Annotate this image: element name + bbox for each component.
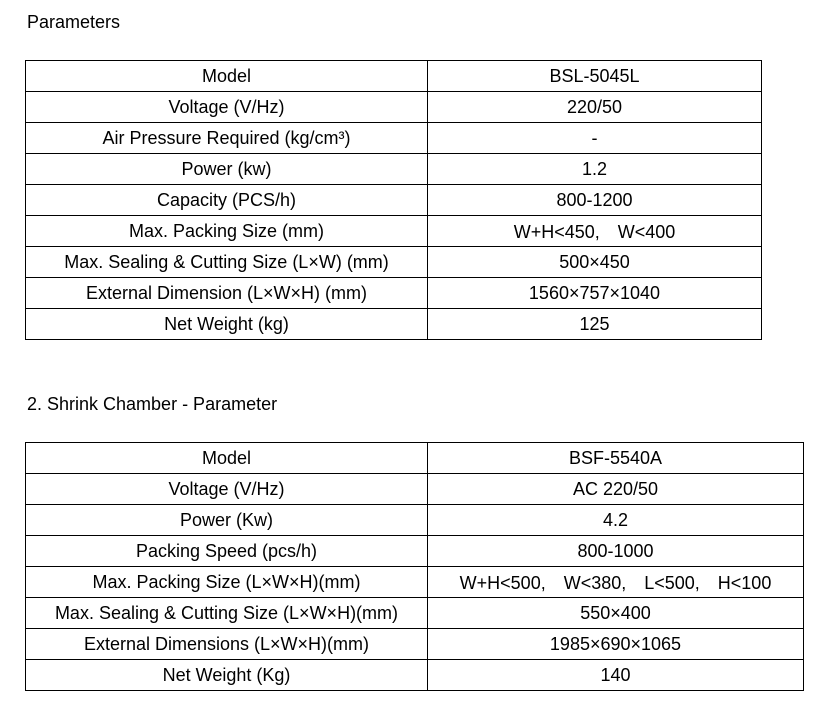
param-label: Model bbox=[26, 443, 428, 474]
param-value: 800-1200 bbox=[428, 185, 762, 216]
param-value: 1560×757×1040 bbox=[428, 278, 762, 309]
param-value: 500×450 bbox=[428, 247, 762, 278]
param-value: 125 bbox=[428, 309, 762, 340]
table-row bbox=[26, 629, 804, 660]
shrink-chamber-table bbox=[25, 442, 804, 691]
table-row bbox=[26, 536, 804, 567]
param-label: Capacity (PCS/h) bbox=[26, 185, 428, 216]
param-label: Power (Kw) bbox=[26, 505, 428, 536]
param-label: Max. Sealing & Cutting Size (L×W) (mm) bbox=[26, 247, 428, 278]
param-label: Packing Speed (pcs/h) bbox=[26, 536, 428, 567]
table-row bbox=[26, 92, 762, 123]
table-row bbox=[26, 598, 804, 629]
section-title-parameters: Parameters bbox=[27, 12, 121, 32]
param-value: 550×400 bbox=[428, 598, 804, 629]
param-label: Net Weight (kg) bbox=[26, 309, 428, 340]
param-label: Net Weight (Kg) bbox=[26, 660, 428, 691]
parameters-table bbox=[25, 60, 762, 340]
param-value: W+H<450, W<400 bbox=[428, 216, 762, 247]
param-value: 4.2 bbox=[428, 505, 804, 536]
table-row bbox=[26, 278, 762, 309]
param-label: Max. Packing Size (mm) bbox=[26, 216, 428, 247]
param-label: Air Pressure Required (kg/cm³) bbox=[26, 123, 428, 154]
param-value: AC 220/50 bbox=[428, 474, 804, 505]
param-value: 1985×690×1065 bbox=[428, 629, 804, 660]
param-value: BSL-5045L bbox=[428, 61, 762, 92]
table-row bbox=[26, 660, 804, 691]
param-value: - bbox=[428, 123, 762, 154]
table-row bbox=[26, 154, 762, 185]
param-label: Voltage (V/Hz) bbox=[26, 92, 428, 123]
section-title-shrink-chamber: 2. Shrink Chamber - Parameter bbox=[27, 394, 278, 414]
param-label: External Dimension (L×W×H) (mm) bbox=[26, 278, 428, 309]
param-label: Max. Packing Size (L×W×H)(mm) bbox=[26, 567, 428, 598]
table-row bbox=[26, 443, 804, 474]
param-value: W+H<500, W<380, L<500, H<100 bbox=[428, 567, 804, 598]
param-value: 220/50 bbox=[428, 92, 762, 123]
param-label: Max. Sealing & Cutting Size (L×W×H)(mm) bbox=[26, 598, 428, 629]
param-value: 140 bbox=[428, 660, 804, 691]
param-value: BSF-5540A bbox=[428, 443, 804, 474]
param-label: External Dimensions (L×W×H)(mm) bbox=[26, 629, 428, 660]
table-row bbox=[26, 185, 762, 216]
table-row bbox=[26, 309, 762, 340]
table-row bbox=[26, 247, 762, 278]
table-row bbox=[26, 567, 804, 598]
param-value: 1.2 bbox=[428, 154, 762, 185]
table-row bbox=[26, 61, 762, 92]
param-label: Voltage (V/Hz) bbox=[26, 474, 428, 505]
table-row bbox=[26, 474, 804, 505]
table-row bbox=[26, 123, 762, 154]
table-row bbox=[26, 505, 804, 536]
param-label: Power (kw) bbox=[26, 154, 428, 185]
param-label: Model bbox=[26, 61, 428, 92]
table-row bbox=[26, 216, 762, 247]
param-value: 800-1000 bbox=[428, 536, 804, 567]
